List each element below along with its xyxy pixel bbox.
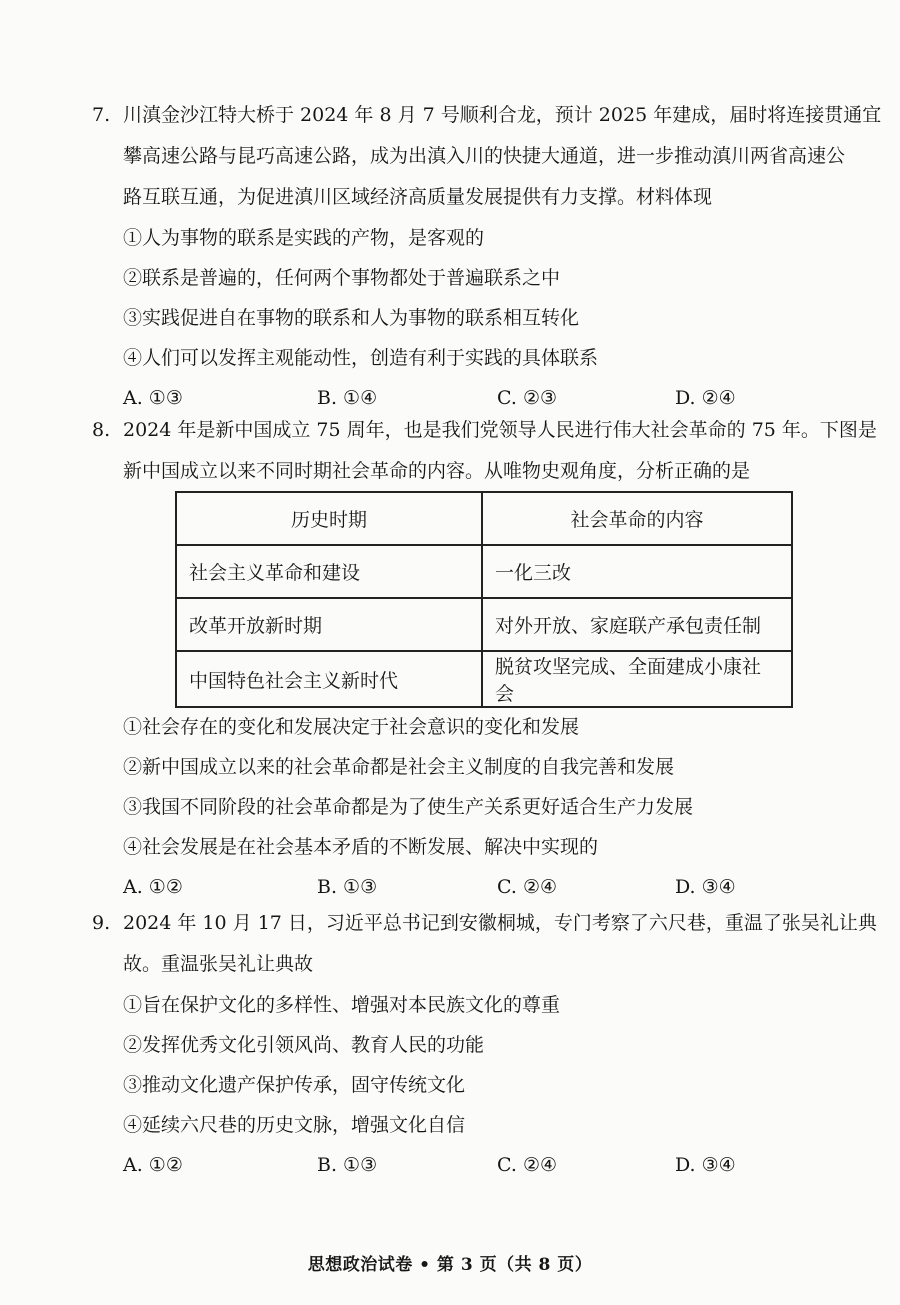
history-table (175, 491, 793, 708)
choice-a[interactable]: A. ①② (123, 876, 183, 898)
question-number: 7. (92, 104, 111, 126)
choice-d[interactable]: D. ②④ (675, 387, 736, 409)
statement-3: ③我国不同阶段的社会革命都是为了使生产关系更好适合生产力发展 (123, 796, 694, 818)
choice-b[interactable]: B. ①③ (317, 1154, 378, 1176)
question-7-line-1: 7. 川滇金沙江特大桥于 2024 年 8 月 7 号顺利合龙，预计 2025 年建成，届时将连接贯通宜 (92, 95, 882, 136)
statement-4: ④人们可以发挥主观能动性，创造有利于实践的具体联系 (123, 347, 599, 369)
table-header: 社会革命的内容 (482, 492, 792, 545)
choice-b[interactable]: B. ①④ (317, 387, 378, 409)
choice-c[interactable]: C. ②③ (497, 387, 558, 409)
choice-d[interactable]: D. ③④ (675, 876, 736, 898)
question-7-line-2: 攀高速公路与昆巧高速公路，成为出滇入川的快捷大通道，进一步推动滇川两省高速公 (123, 145, 846, 167)
answer-choices (92, 867, 882, 907)
statement-2: ②发挥优秀文化引领风尚、教育人民的功能 (123, 1034, 485, 1056)
statement-3: ③推动文化遗产保护传承，固守传统文化 (123, 1074, 466, 1096)
table-row (176, 545, 792, 598)
question-number: 9. (92, 912, 111, 934)
question-8-statements (92, 707, 882, 907)
question-9 (92, 903, 882, 1185)
table-header-row (176, 492, 792, 545)
choice-b[interactable]: B. ①③ (317, 876, 378, 898)
table-cell: 社会主义革命和建设 (176, 545, 482, 598)
choice-d[interactable]: D. ③④ (675, 1154, 736, 1176)
question-7 (92, 95, 882, 418)
statement-2: ②新中国成立以来的社会革命都是社会主义制度的自我完善和发展 (123, 756, 675, 778)
table-row (176, 598, 792, 651)
question-number: 8. (92, 419, 111, 441)
statement-1: ①社会存在的变化和发展决定于社会意识的变化和发展 (123, 716, 580, 738)
statement-3: ③实践促进自在事物的联系和人为事物的联系相互转化 (123, 307, 580, 329)
table-header: 历史时期 (176, 492, 482, 545)
statement-1: ①人为事物的联系是实践的产物，是客观的 (123, 227, 485, 249)
answer-choices (92, 1145, 882, 1185)
choice-a[interactable]: A. ①③ (123, 387, 183, 409)
table-cell: 一化三改 (482, 545, 792, 598)
question-8 (92, 410, 882, 492)
statement-4: ④延续六尺巷的历史文脉，增强文化自信 (123, 1114, 466, 1136)
choice-c[interactable]: C. ②④ (497, 1154, 558, 1176)
choice-a[interactable]: A. ①② (123, 1154, 183, 1176)
choice-c[interactable]: C. ②④ (497, 876, 558, 898)
statement-2: ②联系是普遍的，任何两个事物都处于普遍联系之中 (123, 267, 561, 289)
table-cell: 改革开放新时期 (176, 598, 482, 651)
table-cell: 对外开放、家庭联产承包责任制 (482, 598, 792, 651)
table-cell: 脱贫攻坚完成、全面建成小康社会 (482, 651, 792, 707)
question-7-line-3: 路互联互通，为促进滇川区域经济高质量发展提供有力支撑。材料体现 (123, 186, 713, 208)
page-footer: 思想政治试卷 • 第 3 页（共 8 页） (307, 1255, 593, 1275)
question-8-line-2: 新中国成立以来不同时期社会革命的内容。从唯物史观角度，分析正确的是 (123, 460, 751, 482)
question-9-line-1: 9. 2024 年 10 月 17 日，习近平总书记到安徽桐城，专门考察了六尺巷，重温了张吴礼让典 (92, 903, 882, 944)
statement-1: ①旨在保护文化的多样性、增强对本民族文化的尊重 (123, 994, 561, 1016)
question-9-line-2: 故。重温张吴礼让典故 (123, 953, 314, 975)
statement-4: ④社会发展是在社会基本矛盾的不断发展、解决中实现的 (123, 836, 599, 858)
table-cell: 中国特色社会主义新时代 (176, 651, 482, 707)
question-8-line-1: 8. 2024 年是新中国成立 75 周年，也是我们党领导人民进行伟大社会革命的 75 年。下图是 (92, 410, 882, 451)
table-row (176, 651, 792, 707)
